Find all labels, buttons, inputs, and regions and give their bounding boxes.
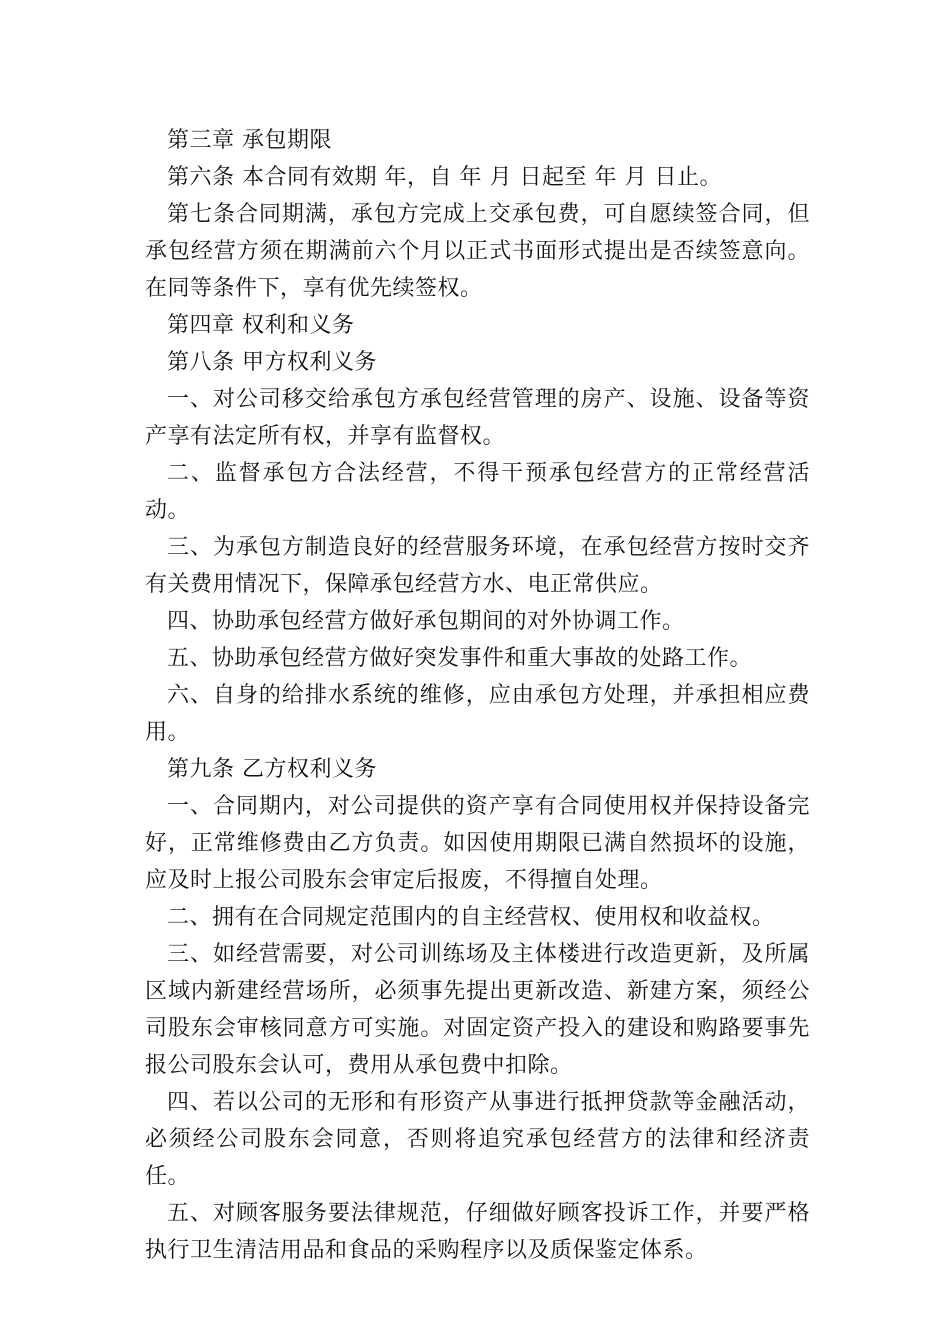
clause-paragraph: 四、若以公司的无形和有形资产从事进行抵押贷款等金融活动，必须经公司股东会同意，否则将追究承包经营方的法律和经济责任。 xyxy=(145,1090,810,1189)
clause-paragraph: 二、拥有在合同规定范围内的自主经营权、使用权和收益权。 xyxy=(167,905,775,930)
clause-paragraph: 六、自身的给排水系统的维修，应由承包方处理，并承担相应费用。 xyxy=(145,683,810,745)
clause-paragraph: 一、对公司移交给承包方承包经营管理的房产、设施、设备等资产享有法定所有权，并享有监督权。 xyxy=(145,387,810,449)
chapter-heading: 第三章 承包期限 xyxy=(167,128,332,153)
clause-paragraph: 四、协助承包经营方做好承包期间的对外协调工作。 xyxy=(167,609,685,634)
article-paragraph: 第七条合同期满，承包方完成上交承包费，可自愿续签合同，但承包经营方须在期满前六个月以正式书面形式提出是否续签意向。在同等条件下，享有优先续签权。 xyxy=(145,202,810,301)
clause-paragraph: 三、为承包方制造良好的经营服务环境，在承包经营方按时交齐有关费用情况下，保障承包经营方水、电正常供应。 xyxy=(145,535,810,597)
clause-paragraph: 五、协助承包经营方做好突发事件和重大事故的处路工作。 xyxy=(167,646,753,671)
document-body xyxy=(145,122,810,1269)
chapter-heading: 第四章 权利和义务 xyxy=(167,313,355,338)
clause-paragraph: 一、合同期内，对公司提供的资产享有合同使用权并保持设备完好，正常维修费由乙方负责。如因使用期限已满自然损坏的设施，应及时上报公司股东会审定后报废，不得擅自处理。 xyxy=(145,794,810,893)
clause-paragraph: 三、如经营需要，对公司训练场及主体楼进行改造更新，及所属区域内新建经营场所，必须事先提出更新改造、新建方案，须经公司股东会审核同意方可实施。对固定资产投入的建设和购路要事先报公司股东会认可，费用从承包费中扣除。 xyxy=(145,942,810,1078)
article-heading: 第九条 乙方权利义务 xyxy=(167,757,377,782)
article-paragraph: 第六条 本合同有效期 年，自 年 月 日起至 年 月 日止。 xyxy=(167,165,722,190)
clause-paragraph: 二、监督承包方合法经营，不得干预承包经营方的正常经营活动。 xyxy=(145,461,810,523)
clause-paragraph: 五、对顾客服务要法律规范，仔细做好顾客投诉工作，并要严格执行卫生清洁用品和食品的采购程序以及质保鉴定体系。 xyxy=(145,1201,810,1263)
article-heading: 第八条 甲方权利义务 xyxy=(167,350,377,375)
